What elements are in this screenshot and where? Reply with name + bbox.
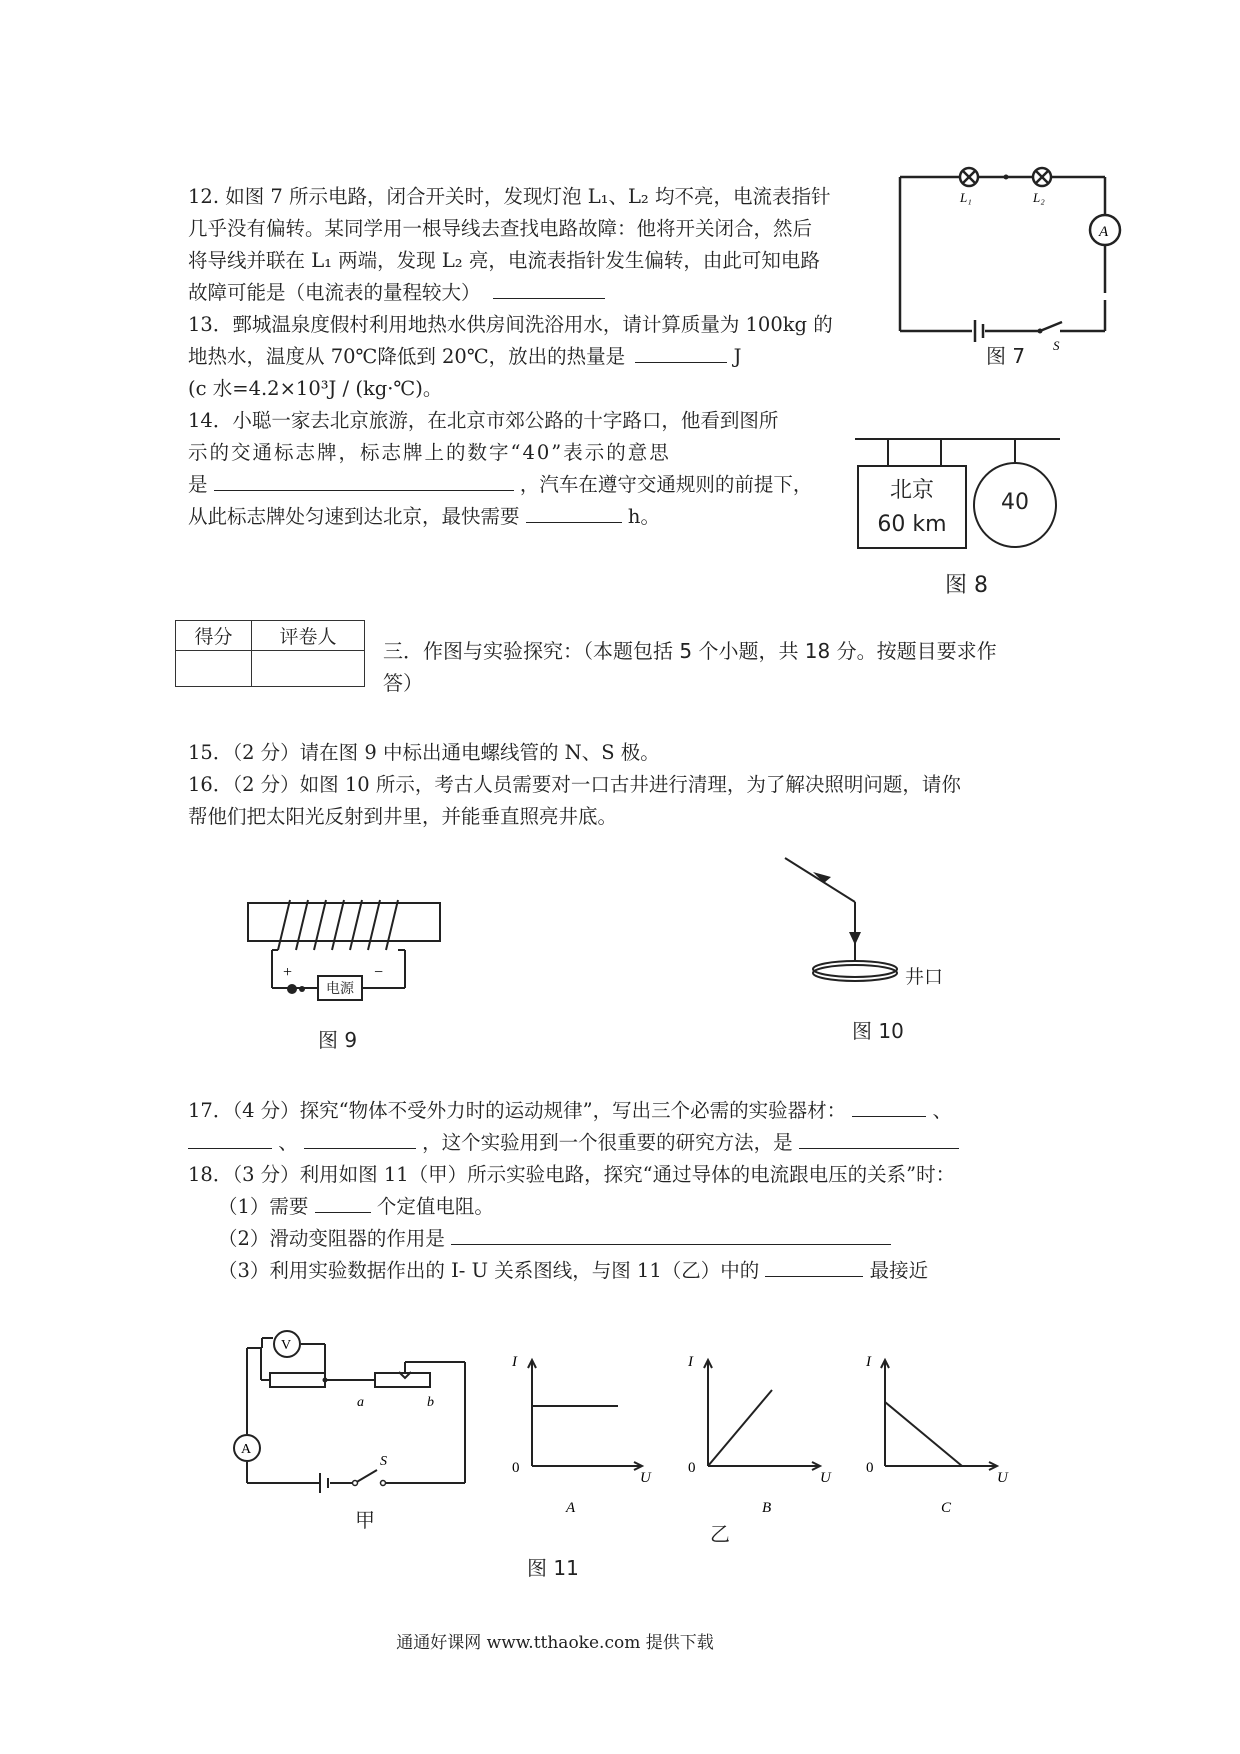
q14-time-blank[interactable] (526, 502, 622, 523)
fig7-switch-label: S (1053, 338, 1060, 353)
q14-line4 (188, 502, 660, 532)
graph-b-axis-i: I (688, 1354, 693, 1370)
fig7-l2-label: L₂ (1033, 190, 1045, 205)
graph-a-axis-i: I (512, 1354, 517, 1370)
score-table (175, 620, 365, 687)
q15-text: 15．（2 分）请在图 9 中标出通电螺线管的 N、S 极。 (188, 741, 660, 764)
graph-b-origin: 0 (688, 1460, 696, 1476)
score-header: 得分 (176, 621, 252, 651)
q18-sub3 (218, 1256, 928, 1286)
q18-rheostat-role-blank[interactable] (451, 1224, 891, 1245)
fig8-place: 北京 (889, 478, 934, 503)
graph-a-origin: 0 (512, 1460, 520, 1476)
graph-c-axis-u: U (997, 1470, 1008, 1486)
q14-unit: h。 (627, 505, 660, 528)
q12-line4 (188, 278, 605, 308)
fig9-plus: + (283, 964, 293, 981)
graph-a-axis-u: U (640, 1470, 651, 1486)
q17-sep-1: 、 (932, 1099, 953, 1122)
figure-8-caption: 图 8 (945, 573, 988, 598)
fig11-yi-caption: 乙 (710, 1522, 730, 1546)
q13-line1: 13．鄄城温泉度假村利用地热水供房间洗浴用水，请计算质量为 100kg 的 (188, 313, 833, 336)
fig9-minus: − (374, 964, 384, 981)
q18-sub3-text-a: （3）利用实验数据作出的 I- U 关系图线，与图 11（乙）中的 (218, 1259, 760, 1282)
fig8-sign-text (858, 474, 966, 542)
q12-line4-text: 故障可能是（电流表的量程较大） (188, 281, 481, 304)
q14-meaning-blank[interactable] (214, 470, 514, 491)
q17-line1 (188, 1096, 952, 1126)
q12-answer-blank[interactable] (493, 278, 605, 299)
q18-sub1-text-a: （1）需要 (218, 1195, 309, 1218)
q18-graph-choice-blank[interactable] (765, 1256, 863, 1277)
q12-line1: 12. 如图 7 所示电路，闭合开关时，发现灯泡 L₁、L₂ 均不亮，电流表指针 (188, 185, 831, 208)
score-cell[interactable] (176, 651, 252, 687)
figure-7-caption: 图 7 (986, 344, 1026, 368)
section-3-heading-line1: 三．作图与实验探究：（本题包括 5 个小题，共 18 分。按题目要求作 (383, 639, 997, 663)
graph-c-label: C (941, 1500, 952, 1516)
figure-7-circuit (890, 160, 1120, 353)
fig11-a-label: a (357, 1395, 364, 1410)
q18-sub1 (218, 1192, 494, 1222)
q17-method-blank[interactable] (799, 1128, 959, 1149)
fig8-distance: 60 km (877, 512, 947, 537)
q14-line4-text: 从此标志牌处匀速到达北京，最快需要 (188, 505, 520, 528)
fig11-switch-label: S (380, 1454, 387, 1469)
q18-sub1-text-b: 个定值电阻。 (376, 1195, 494, 1218)
q14-line3-text-b: ，汽车在遵守交通规则的前提下， (519, 473, 813, 496)
graph-c-axis-i: I (866, 1354, 871, 1370)
fig11-voltmeter-label: V (281, 1338, 292, 1353)
figure-9-caption: 图 9 (318, 1028, 358, 1052)
graph-b-label: B (762, 1500, 772, 1516)
q14-line1: 14．小聪一家去北京旅游，在北京市郊公路的十字路口，他看到图所 (188, 409, 779, 432)
fig8-speed-limit: 40 (1001, 490, 1029, 515)
graph-b-line (708, 1390, 772, 1466)
section-3-heading-line2: 答） (383, 671, 423, 695)
q17-sep-2: 、 (278, 1131, 298, 1154)
q17-line2-text: ，这个实验用到一个很重要的研究方法，是 (422, 1131, 793, 1154)
fig9-power-label: 电源 (326, 981, 354, 997)
q13-line3: (c 水=4.2×10³J / (kg·℃)。 (188, 377, 443, 400)
q13-answer-blank[interactable] (635, 342, 727, 363)
q14-line3 (188, 470, 812, 500)
q14-line3-text-a: 是 (188, 473, 208, 496)
graph-b-axis-u: U (820, 1470, 831, 1486)
fig7-l1-label: L₁ (960, 190, 972, 205)
q12-line3: 将导线并联在 L₁ 两端，发现 L₂ 亮，电流表指针发生偏转，由此可知电路 (188, 249, 820, 272)
fig7-ammeter-label: A (1099, 224, 1109, 240)
grader-cell[interactable] (252, 651, 365, 687)
graph-c-origin: 0 (866, 1460, 874, 1476)
grader-header: 评卷人 (252, 621, 365, 651)
page-footer (0, 1628, 1240, 1653)
figure-10-caption: 图 10 (852, 1019, 904, 1043)
q16-line1: 16．（2 分）如图 10 所示，考古人员需要对一口古井进行清理，为了解决照明问题，请你 (188, 773, 961, 796)
q17-equipment-blank-1[interactable] (852, 1096, 926, 1117)
footer-text: 通通好课网 www.tthaoke.com 提供下载 (396, 1633, 714, 1653)
q18-resistor-count-blank[interactable] (315, 1192, 371, 1213)
q18-line1: 18．（3 分）利用如图 11（甲）所示实验电路，探究“通过导体的电流跟电压的关系”时： (188, 1163, 956, 1186)
figure-11-caption: 图 11 (527, 1556, 579, 1580)
figure-11-yi-graphs (500, 1348, 1040, 1518)
fig11-ammeter-label: A (241, 1442, 252, 1457)
figure-10-well (775, 850, 915, 1000)
q18-sub2-text: （2）滑动变阻器的作用是 (218, 1227, 445, 1250)
q13-line2-text: 地热水，温度从 70℃降低到 20℃，放出的热量是 (188, 345, 626, 368)
figure-11-jia-circuit (225, 1338, 480, 1498)
q17-equipment-blank-2[interactable] (188, 1128, 272, 1149)
q14-line2: 示的交通标志牌，标志牌上的数字“40”表示的意思 (188, 441, 671, 464)
q13-unit: J (733, 345, 742, 368)
q16-line2: 帮他们把太阳光反射到井里，并能垂直照亮井底。 (188, 805, 618, 828)
fig11-b-label: b (427, 1395, 434, 1410)
q17-line2 (188, 1128, 959, 1158)
q17-equipment-blank-3[interactable] (304, 1128, 416, 1149)
q13-line2 (188, 342, 741, 372)
graph-a-label: A (566, 1500, 576, 1516)
q12-line2: 几乎没有偏转。某同学用一根导线去查找电路故障：他将开关闭合，然后 (188, 217, 813, 240)
q18-sub2 (218, 1224, 891, 1254)
q18-sub3-text-b: 最接近 (869, 1259, 929, 1282)
fig10-well-label: 井口 (905, 966, 944, 988)
graph-c-line (885, 1402, 962, 1466)
fig11-jia-caption: 甲 (355, 1508, 375, 1532)
q17-line1-text: 17．（4 分）探究“物体不受外力时的运动规律”，写出三个必需的实验器材： (188, 1099, 847, 1122)
